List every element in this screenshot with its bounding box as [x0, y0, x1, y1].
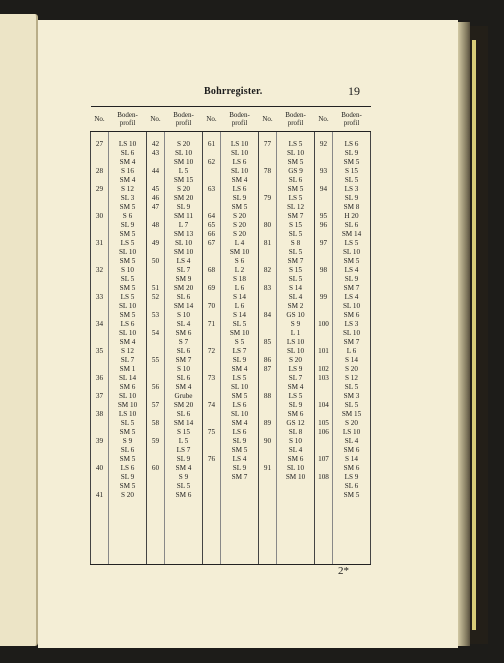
borehole-numbers-col-1: 27 28 29 30 31 32 33 34 35 36 37 38 39 40 41 [91, 132, 109, 565]
profile-header: Boden- profil [221, 107, 259, 132]
table-header-row [91, 107, 371, 132]
soil-profiles-col-1: LS 10 SL 6 SM 4 S 16 SM 4 S 12 SL 3 SM 5 S 6 SL 9 SM 5 LS 5 SL 10 SM 5 S 10 SL 5 SM 5 LS 5 SL 10 SM 5 LS 6 SL 10 SM 4 S 12 SL 7 SM 1 SL 14 SM 6 SL 10 SM 10 LS 10 SL 5 SM 5 S 9 SL 6 SM 5 LS 6 SL 9 SM 5 S 20 [109, 132, 147, 565]
soil-profiles-col-3: LS 10 SL 10 LS 6 SL 10 SM 4 LS 6 SL 9 SM 5 S 20 S 20 S 20 L 4 SM 10 S 6 L 2 S 18 L 6 S 14 L 6 S 14 SL 5 SM 10 S 5 LS 7 SL 9 SM 4 LS 5 SL 10 SM 5 LS 6 SL 10 SM 4 LS 6 SL 9 SM 5 LS 4 SL 9 SM 7 [221, 132, 259, 565]
borehole-numbers-col-4: 77 78 79 80 81 82 83 84 85 86 87 88 89 90 91 [259, 132, 277, 565]
profile-header: Boden- profil [277, 107, 315, 132]
no-header: No. [203, 107, 221, 132]
soil-profiles-col-4: LS 5 SL 10 SM 5 GS 9 SL 6 SM 5 LS 5 SL 12 SM 7 S 15 SL 5 S 8 SL 5 SM 7 S 15 SL 5 S 14 SL 4 SM 2 GS 10 S 9 L 1 LS 10 SL 10 S 20 LS 9 SL 7 SM 4 LS 5 SL 9 SM 6 GS 12 SL 8 S 10 SL 4 SM 6 SL 10 SM 10 [277, 132, 315, 565]
borehole-numbers-col-5: 92 93 94 95 96 97 98 99 100 101 102 103 104 105 106 107 108 [315, 132, 333, 565]
soil-profiles-col-5: LS 6 SL 9 SM 5 S 15 SL 5 LS 3 SL 9 SM 8 H 20 SL 6 SM 14 LS 5 SL 10 SM 5 LS 4 SL 9 SM 7 LS 4 SL 10 SM 6 LS 3 SL 10 SM 7 L 6 S 14 S 20 S 12 SL 5 SM 3 SL 5 SM 15 S 20 LS 10 SL 4 SM 6 S 14 SM 6 LS 9 SL 6 SM 5 [333, 132, 371, 565]
profile-header: Boden- profil [333, 107, 371, 132]
borehole-numbers-col-2: 42 43 44 45 46 47 48 49 50 51 52 53 54 55 56 57 58 59 60 [147, 132, 165, 565]
page-header: Bohrregister. [204, 86, 263, 97]
page-number: 19 [348, 84, 360, 98]
soil-profiles-col-2: S 20 SL 10 SM 10 L 5 SM 15 S 20 SM 20 SL 9 SM 11 L 7 SM 13 SL 10 SM 10 LS 4 SL 7 SM 9 SM 20 SL 6 SM 14 S 10 SL 4 SM 6 S 7 SL 6 SM 7 S 10 SL 6 SM 4 Grube SM 20 SL 6 SM 14 S 15 L 5 LS 7 SL 9 SM 4 S 9 SL 5 SM 6 [165, 132, 203, 565]
facing-page-edge [0, 14, 38, 646]
profile-header: Boden- profil [165, 107, 203, 132]
no-header: No. [259, 107, 277, 132]
sheet-signature: 2* [338, 565, 349, 577]
borehole-numbers-col-3: 61 62 63 64 65 66 67 68 69 70 71 72 73 74 75 76 [203, 132, 221, 565]
no-header: No. [91, 107, 109, 132]
profile-header: Boden- profil [109, 107, 147, 132]
no-header: No. [315, 107, 333, 132]
page-block-edge [458, 22, 470, 646]
cover-strip [472, 40, 476, 630]
borehole-register-table [90, 106, 371, 565]
no-header: No. [147, 107, 165, 132]
table-data-row [91, 132, 371, 565]
